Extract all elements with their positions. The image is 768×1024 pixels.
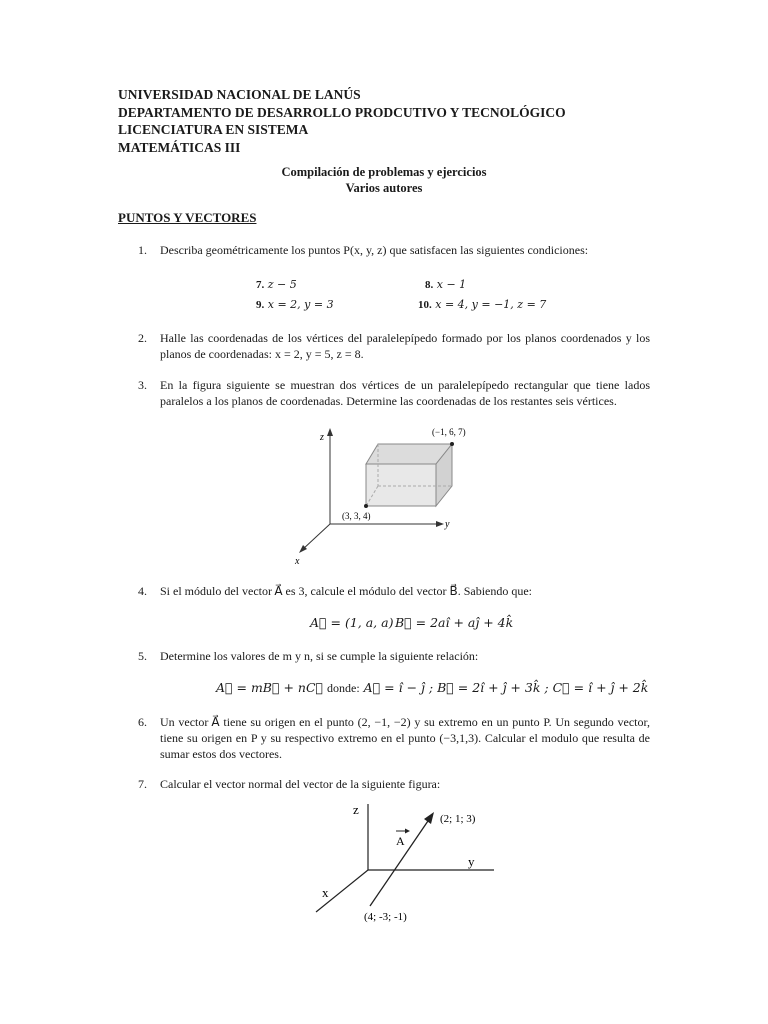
vertex-label-1: (3, 3, 4) — [342, 511, 371, 521]
problem-number: 7. — [138, 777, 147, 791]
equation-4a: A⃗ = (1, a, a) — [310, 615, 394, 630]
problem-number: 2. — [138, 331, 147, 345]
vertex-label-2: (−1, 6, 7) — [432, 427, 466, 437]
box-front-face — [366, 464, 436, 506]
equation-5-b: B⃗ = 2î + ĵ + 3k̂ — [437, 680, 541, 695]
problem-number: 3. — [138, 378, 147, 392]
problem-number: 4. — [138, 584, 147, 598]
z-axis-label: z — [353, 802, 359, 817]
university-name: UNIVERSIDAD NACIONAL DE LANÚS — [118, 87, 361, 102]
y-axis-label: y — [468, 854, 475, 869]
equation-5-a: A⃗ = î − ĵ — [363, 680, 425, 695]
condition-8: 8. x − 1 — [425, 278, 467, 291]
problem-number: 6. — [138, 715, 147, 729]
equation-5-donde: donde: — [327, 681, 360, 695]
compilation-title: Compilación de problemas y ejercicios — [281, 165, 487, 179]
problem-text: Determine los valores de m y n, si se cumple la siguiente relación: — [160, 649, 479, 663]
y-axis-label: y — [445, 519, 450, 530]
problem-text: Si el módulo del vector A⃗ es 3, calcule el módulo del vector B⃗. Sabiendo que: — [160, 584, 533, 598]
vector-label: A — [396, 834, 405, 848]
department-name: DEPARTAMENTO DE DESARROLLO PRODCUTIVO Y TECNOLÓGICO — [118, 104, 566, 120]
vector-figure — [308, 796, 508, 926]
equation-5: A⃗ = mB⃗ + nC⃗ donde: A⃗ = î − ĵ ; B⃗ = 2î + ĵ + 3k̂ ; C⃗ = î + ĵ + 2k̂ — [216, 680, 649, 695]
vector-head-label: (2; 1; 3) — [440, 813, 476, 825]
parallelepiped-figure — [290, 420, 490, 570]
degree-name: LICENCIATURA EN SISTEMA — [118, 122, 309, 137]
problem-text: Describa geométricamente los puntos P(x, y, z) que satisfacen las siguientes condiciones: — [160, 243, 589, 257]
equation-5-c: C⃗ = î + ĵ + 2k̂ — [552, 680, 649, 695]
authors-line: Varios autores — [345, 181, 423, 195]
course-name: MATEMÁTICAS III — [118, 139, 241, 155]
problem-text: Calcular el vector normal del vector de la siguiente figura: — [160, 777, 441, 791]
equation-5-lhs: A⃗ = mB⃗ + nC⃗ — [216, 680, 324, 695]
z-axis-label: z — [320, 432, 324, 443]
section-title: PUNTOS Y VECTORES — [118, 210, 257, 225]
equation-4b: B⃗ = 2aî + aĵ + 4k̂ — [395, 615, 514, 630]
x-axis-label: x — [322, 885, 329, 900]
problem-text: Halle las coordenadas de los vértices del paralelepípedo formado por los planos coordenados y los planos de coordenadas: x = 2, y = 5, z = 8. — [160, 331, 650, 361]
document-subtitle — [0, 164, 768, 196]
problem-text: Un vector A⃗ tiene su origen en el punto (2, −1, −2) y su extremo en un punto P. Un segundo vector, tiene su origen en P y su respectivo extremo en el punto (−3,1,3). Calcular el modulo que resulta de sumar estos dos vectores. — [160, 715, 650, 761]
problem-number: 1. — [138, 243, 147, 257]
x-axis — [302, 524, 330, 550]
x-axis-label: x — [295, 556, 300, 567]
condition-9: 9. x = 2, y = 3 — [256, 298, 334, 311]
problem-text: En la figura siguiente se muestran dos vértices de un paralelepípedo rectangular que tiene lados paralelos a los planos de coordenadas. Determine las coordenadas de los restantes seis vértices. — [160, 378, 650, 408]
vertex-point — [450, 442, 454, 446]
vertex-point — [364, 504, 368, 508]
problem-number: 5. — [138, 649, 147, 663]
vector-arrowhead — [424, 812, 434, 824]
condition-7: 7. z − 5 — [256, 278, 297, 291]
condition-10: 10. x = 4, y = −1, z = 7 — [418, 298, 547, 311]
document-header — [118, 86, 566, 156]
vector-tail-label: (4; -3; -1) — [364, 911, 407, 923]
